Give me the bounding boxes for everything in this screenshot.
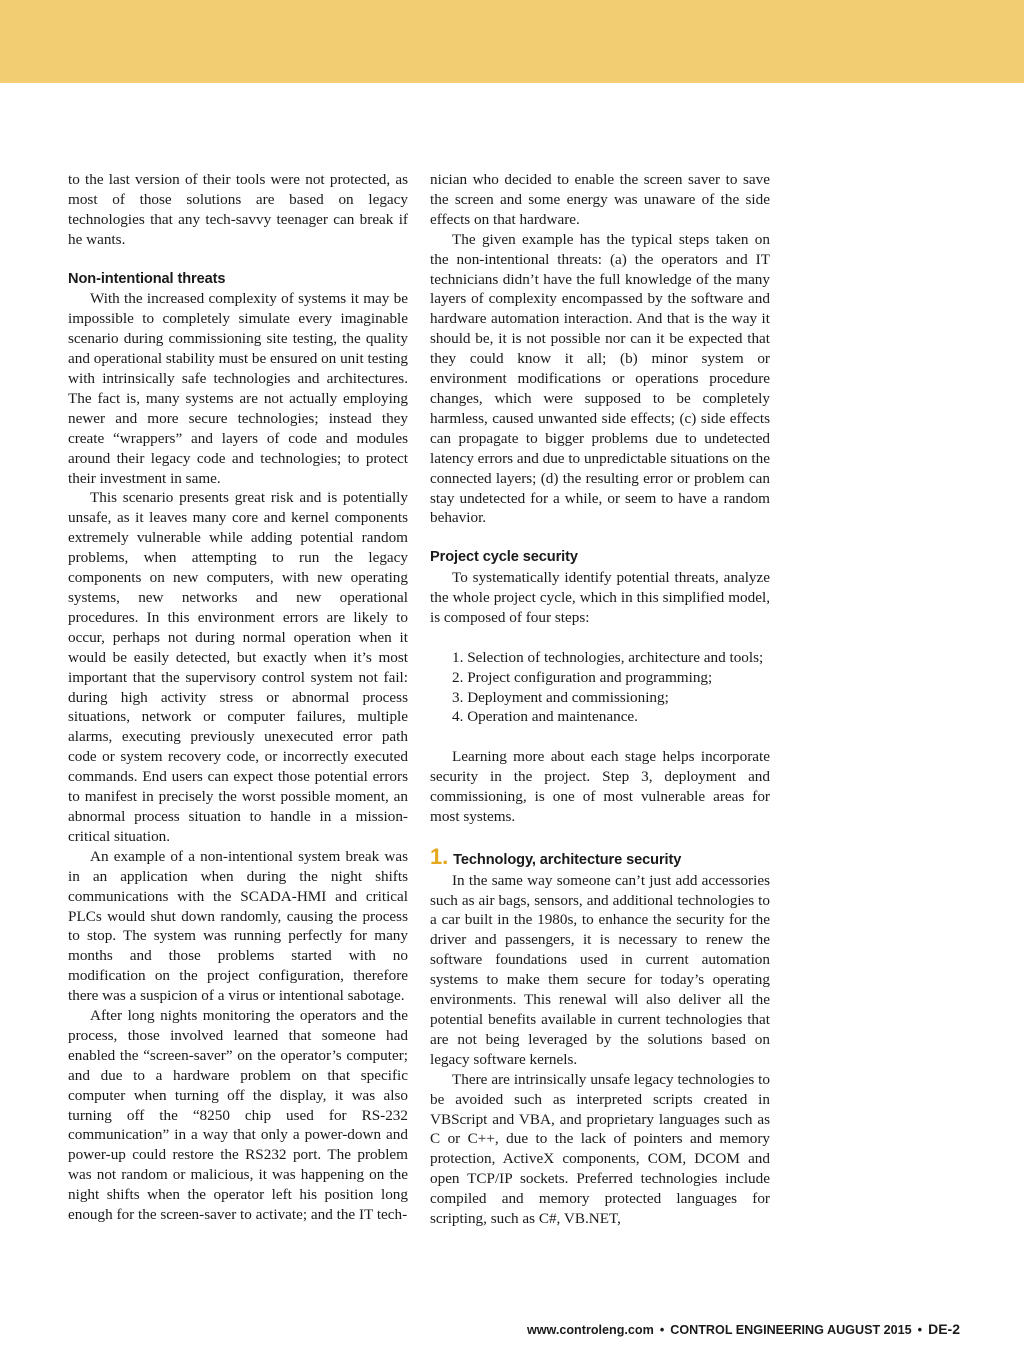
body-paragraph: There are intrinsically unsafe legacy technologies to be avoided such as interpreted scripts created in VBScript and VBA, and proprietary languages such as C or C++, due to the lack of pointers and memory protection, ActiveX components, COM, DCOM and open TCP/IP sockets. Preferred technologies include compiled and memory protected languages for scripting, such as C#, VB.NET, xyxy=(430,1070,770,1228)
section-heading-technology-architecture-security xyxy=(430,843,770,871)
footer-url: www.controleng.com xyxy=(526,1323,654,1337)
article-column-right xyxy=(430,170,770,1229)
section-heading-text: Technology, architecture security xyxy=(453,851,682,868)
article-column-left xyxy=(68,170,408,1225)
body-paragraph: nician who decided to enable the screen saver to save the screen and some energy was unaware of the side effects on that hardware. xyxy=(430,171,770,228)
body-paragraph: After long nights monitoring the operators and the process, those involved learned that someone had enabled the “screen-saver” on the operator’s computer; and due to a hardware problem on that specific computer when turning off the display, it was also turning off the “8250 chip used for RS-232 communication” in a way that only a power-down and power-up could restore the RS232 port. The problem was not random or malicious, it was happening on the night shifts when the operator left his position long enough for the screen-saver to activate; and the IT tech- xyxy=(68,1007,408,1224)
list-item: 1. Selection of technologies, architecture and tools; xyxy=(452,648,764,666)
body-paragraph: to the last version of their tools were not protected, as most of those solutions are based on legacy technologies that any tech-savvy teenager can break if he wants. xyxy=(68,171,408,248)
body-paragraph: The given example has the typical steps taken on the non-intentional threats: (a) the operators and IT technicians didn’t have the full knowledge of the many layers of complexity encompassed by the software and hardware automation interaction. And that is the way it should be, it is not possible nor can it be expected that they could know it all; (b) minor system or environment modifications or operations procedure changes, which were supposed to be completely harmless, caused unwanted side effects; (c) side effects can propagate to bigger problems due to undetected latency errors and due to unpredictable situations on the connected layers; (d) the resulting error or problem can stay undetected for a while, or seem to have a random behavior. xyxy=(430,230,770,527)
body-paragraph: This scenario presents great risk and is potentially unsafe, as it leaves many core and kernel components extremely vulnerable while adding potential random problems, when attempting to run the legacy components on new computers, with new operating systems, new networks and new operational procedures. In this environment errors are likely to occur, perhaps not during normal operation when it would be easily detected, but exactly when it’s most important that the supervisory control system not fail: during high activity stress or abnormal process situations, network or computer failures, multiple alarms, executing previously unexecuted error path code or system recovery code, or incorrectly executed commands. End users can expect those potential errors to manifest in precisely the worst possible moment, an abnormal process situation to handle in a mission-critical situation. xyxy=(68,489,408,845)
header-color-band xyxy=(0,0,1024,83)
list-item: 4. Operation and maintenance. xyxy=(452,708,638,726)
list-item: 2. Project configuration and programming; xyxy=(452,668,713,686)
footer-page-number: DE-2 xyxy=(928,1321,960,1337)
section-number: 1. xyxy=(430,843,449,869)
body-paragraph: Learning more about each stage helps incorporate security in the project. Step 3, deployment and commissioning, is one of most vulnerable areas for most systems. xyxy=(430,748,770,825)
footer-bullet: • xyxy=(917,1323,923,1337)
body-paragraph: With the increased complexity of systems it may be impossible to completely simulate every imaginable scenario during commissioning site testing, the quality and operational stability must be ensured on unit testing with intrinsically safe technologies and architectures. The fact is, many systems are not actually employing newer and more secure technologies; instead they create “wrappers” and layers of code and modules around their legacy code and technologies; to protect their investment in same. xyxy=(68,290,408,487)
page-footer xyxy=(527,1321,960,1338)
section-heading-non-intentional-threats: Non-intentional threats xyxy=(68,270,226,287)
body-paragraph: In the same way someone can’t just add accessories such as air bags, sensors, and additional technologies to a car built in the 1980s, to enhance the security for the driver and passengers, it is necessary to renew the software foundations used in current automation systems to make them secure for today’s operating environments. This renewal will also deliver all the potential benefits available in current technologies that are not being leveraged by the solutions based on legacy software kernels. xyxy=(430,871,770,1068)
section-heading-project-cycle-security: Project cycle security xyxy=(430,549,578,566)
footer-magazine-issue: CONTROL ENGINEERING AUGUST 2015 xyxy=(670,1323,912,1337)
project-steps-list xyxy=(430,648,770,728)
footer-bullet: • xyxy=(659,1323,665,1337)
body-paragraph: An example of a non-intentional system break was in an application when during the night shifts communications with the SCADA-HMI and critical PLCs would shut down randomly, causing the process to stop. The system was running perfectly for many months and those problems started with no modification on the project configuration, therefore there was a suspicion of a virus or intentional sabotage. xyxy=(68,847,408,1005)
list-item: 3. Deployment and commissioning; xyxy=(452,688,669,706)
body-paragraph: To systematically identify potential threats, analyze the whole project cycle, which in this simplified model, is composed of four steps: xyxy=(430,569,770,626)
